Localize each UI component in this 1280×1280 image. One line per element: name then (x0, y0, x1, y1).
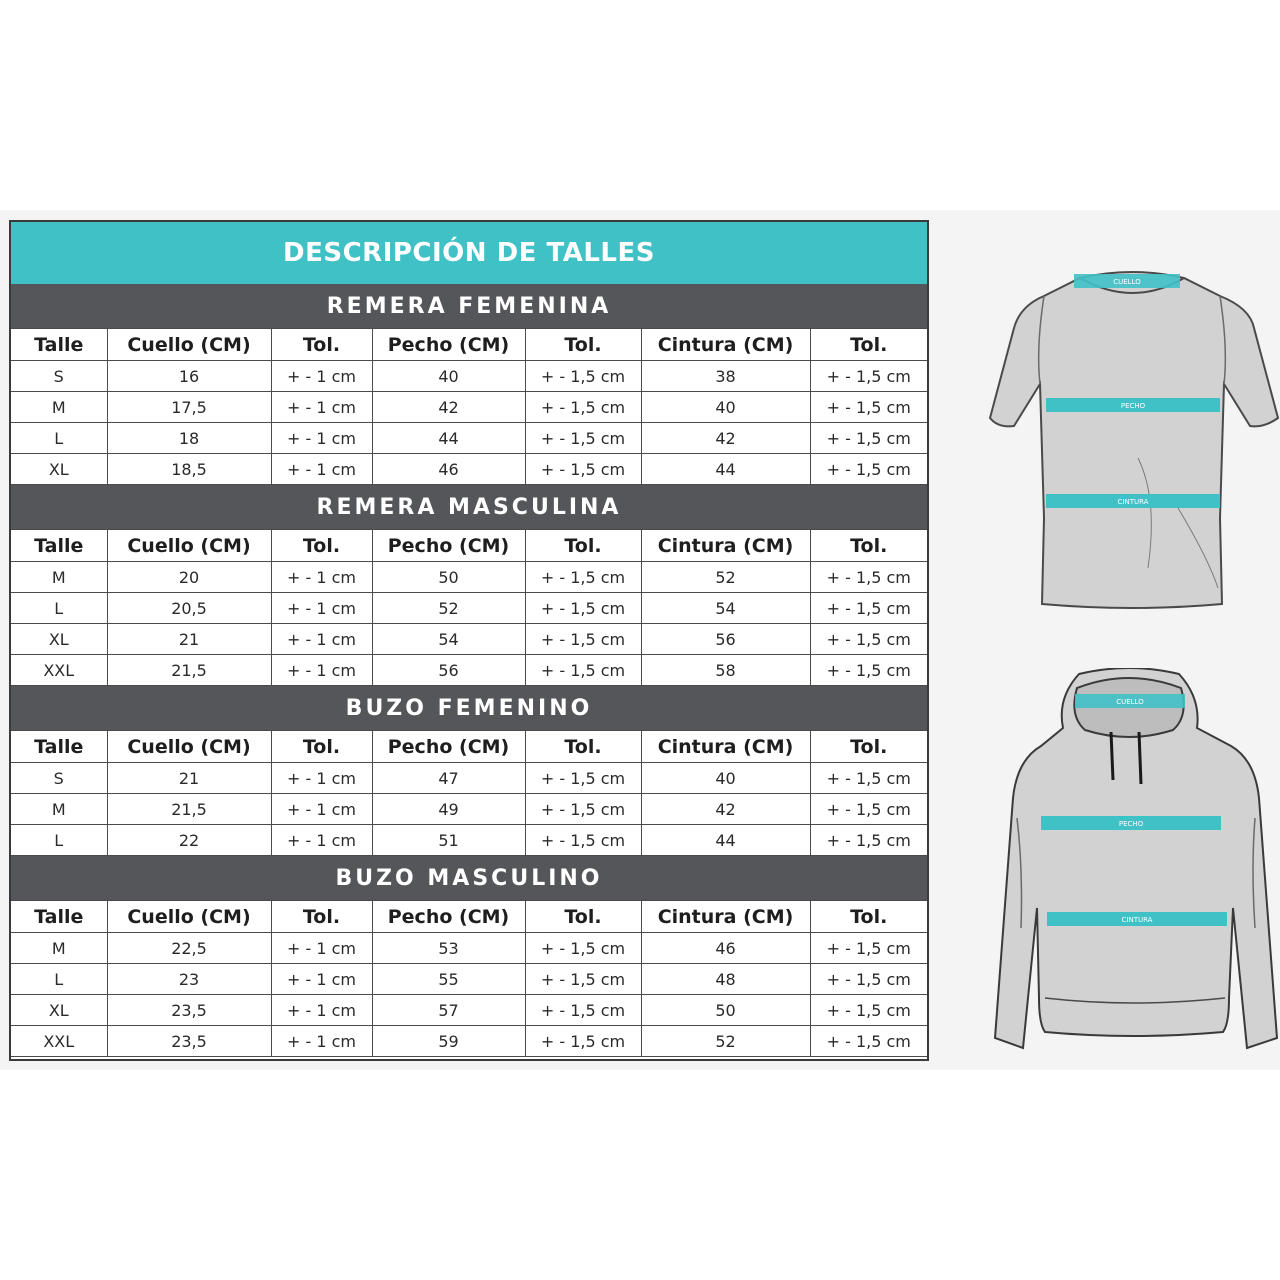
table-cell: XL (11, 624, 107, 655)
table-cell: + - 1,5 cm (525, 825, 641, 856)
size-table (11, 328, 927, 485)
hoodie-cintura-label: CINTURA (1121, 916, 1153, 924)
column-header: Tol. (810, 530, 927, 562)
column-header: Cuello (CM) (107, 530, 271, 562)
table-cell: M (11, 794, 107, 825)
table-cell: 46 (372, 454, 525, 485)
table-row (11, 392, 927, 423)
table-row (11, 763, 927, 794)
table-cell: 52 (372, 593, 525, 624)
table-cell: + - 1,5 cm (525, 423, 641, 454)
table-cell: + - 1,5 cm (810, 964, 927, 995)
table-cell: + - 1,5 cm (810, 794, 927, 825)
table-row (11, 933, 927, 964)
table-cell: 23,5 (107, 995, 271, 1026)
table-cell: 40 (641, 392, 810, 423)
size-table (11, 730, 927, 856)
tshirt-diagram (988, 268, 1280, 614)
table-row (11, 655, 927, 686)
table-cell: + - 1,5 cm (810, 825, 927, 856)
table-cell: 51 (372, 825, 525, 856)
table-cell: S (11, 361, 107, 392)
table-cell: + - 1,5 cm (810, 423, 927, 454)
table-row (11, 995, 927, 1026)
chart-title: DESCRIPCIÓN DE TALLES (11, 222, 927, 284)
size-table (11, 900, 927, 1057)
column-header: Cuello (CM) (107, 901, 271, 933)
table-cell: + - 1 cm (271, 794, 372, 825)
table-cell: 23,5 (107, 1026, 271, 1057)
table-cell: XXL (11, 1026, 107, 1057)
column-header: Tol. (271, 329, 372, 361)
table-header-row (11, 530, 927, 562)
column-header: Tol. (810, 731, 927, 763)
table-cell: + - 1,5 cm (810, 995, 927, 1026)
column-header: Pecho (CM) (372, 329, 525, 361)
table-cell: 59 (372, 1026, 525, 1057)
table-cell: + - 1,5 cm (525, 392, 641, 423)
column-header: Cintura (CM) (641, 329, 810, 361)
table-cell: + - 1,5 cm (810, 1026, 927, 1057)
table-cell: + - 1,5 cm (810, 655, 927, 686)
table-cell: 44 (641, 454, 810, 485)
table-cell: 42 (641, 794, 810, 825)
table-cell: + - 1,5 cm (525, 763, 641, 794)
table-cell: 48 (641, 964, 810, 995)
table-cell: 47 (372, 763, 525, 794)
table-cell: 40 (372, 361, 525, 392)
table-cell: L (11, 423, 107, 454)
table-row (11, 794, 927, 825)
table-row (11, 593, 927, 624)
table-cell: + - 1,5 cm (810, 454, 927, 485)
table-cell: M (11, 392, 107, 423)
table-cell: + - 1,5 cm (810, 763, 927, 794)
table-cell: + - 1,5 cm (810, 593, 927, 624)
table-cell: 53 (372, 933, 525, 964)
table-cell: M (11, 562, 107, 593)
table-cell: + - 1,5 cm (525, 454, 641, 485)
hoodie-cuello-label: CUELLO (1116, 698, 1144, 706)
table-row (11, 562, 927, 593)
table-cell: + - 1,5 cm (810, 392, 927, 423)
table-cell: 44 (641, 825, 810, 856)
table-row (11, 624, 927, 655)
table-cell: L (11, 593, 107, 624)
table-cell: + - 1,5 cm (810, 562, 927, 593)
table-cell: 23 (107, 964, 271, 995)
table-cell: + - 1 cm (271, 624, 372, 655)
table-cell: M (11, 933, 107, 964)
table-cell: + - 1 cm (271, 392, 372, 423)
table-cell: 17,5 (107, 392, 271, 423)
table-cell: S (11, 763, 107, 794)
table-cell: + - 1 cm (271, 593, 372, 624)
table-cell: L (11, 964, 107, 995)
table-cell: 21 (107, 763, 271, 794)
section-title: REMERA MASCULINA (11, 485, 927, 529)
column-header: Tol. (525, 901, 641, 933)
table-cell: + - 1,5 cm (525, 794, 641, 825)
table-cell: 42 (372, 392, 525, 423)
table-cell: XXL (11, 655, 107, 686)
table-row (11, 825, 927, 856)
table-cell: 56 (372, 655, 525, 686)
table-cell: XL (11, 995, 107, 1026)
section-title: BUZO MASCULINO (11, 856, 927, 900)
table-cell: + - 1 cm (271, 763, 372, 794)
column-header: Talle (11, 731, 107, 763)
table-cell: + - 1,5 cm (525, 562, 641, 593)
section-title: REMERA FEMENINA (11, 284, 927, 328)
table-cell: + - 1 cm (271, 964, 372, 995)
column-header: Pecho (CM) (372, 901, 525, 933)
column-header: Talle (11, 901, 107, 933)
column-header: Talle (11, 329, 107, 361)
table-cell: 22,5 (107, 933, 271, 964)
table-row (11, 1026, 927, 1057)
table-cell: + - 1 cm (271, 655, 372, 686)
size-sections (11, 284, 927, 1057)
table-header-row (11, 329, 927, 361)
tshirt-cintura-label: CINTURA (1117, 498, 1149, 506)
table-cell: + - 1 cm (271, 423, 372, 454)
table-row (11, 423, 927, 454)
column-header: Tol. (271, 901, 372, 933)
table-cell: 52 (641, 1026, 810, 1057)
table-cell: + - 1 cm (271, 454, 372, 485)
column-header: Cintura (CM) (641, 731, 810, 763)
table-cell: 49 (372, 794, 525, 825)
table-cell: + - 1 cm (271, 933, 372, 964)
table-header-row (11, 731, 927, 763)
column-header: Talle (11, 530, 107, 562)
column-header: Cintura (CM) (641, 901, 810, 933)
column-header: Tol. (525, 329, 641, 361)
column-header: Tol. (810, 901, 927, 933)
section-title: BUZO FEMENINO (11, 686, 927, 730)
table-cell: + - 1,5 cm (810, 624, 927, 655)
size-chart (9, 220, 929, 1061)
size-table (11, 529, 927, 686)
table-cell: 57 (372, 995, 525, 1026)
column-header: Cuello (CM) (107, 329, 271, 361)
table-cell: + - 1,5 cm (525, 593, 641, 624)
tshirt-cuello-label: CUELLO (1113, 278, 1141, 286)
tshirt-pecho-label: PECHO (1120, 402, 1146, 410)
table-cell: XL (11, 454, 107, 485)
table-cell: + - 1,5 cm (525, 655, 641, 686)
column-header: Tol. (271, 530, 372, 562)
table-cell: 46 (641, 933, 810, 964)
hoodie-diagram (993, 668, 1280, 1060)
table-cell: 44 (372, 423, 525, 454)
table-cell: 16 (107, 361, 271, 392)
table-cell: 54 (372, 624, 525, 655)
column-header: Tol. (525, 731, 641, 763)
column-header: Pecho (CM) (372, 731, 525, 763)
table-cell: + - 1 cm (271, 825, 372, 856)
table-cell: 21 (107, 624, 271, 655)
table-cell: 22 (107, 825, 271, 856)
table-cell: + - 1,5 cm (525, 995, 641, 1026)
table-cell: + - 1 cm (271, 1026, 372, 1057)
column-header: Cintura (CM) (641, 530, 810, 562)
table-cell: 18 (107, 423, 271, 454)
table-cell: 42 (641, 423, 810, 454)
table-cell: 38 (641, 361, 810, 392)
column-header: Cuello (CM) (107, 731, 271, 763)
table-cell: + - 1,5 cm (525, 624, 641, 655)
table-cell: 54 (641, 593, 810, 624)
table-cell: 50 (641, 995, 810, 1026)
column-header: Pecho (CM) (372, 530, 525, 562)
table-cell: + - 1 cm (271, 995, 372, 1026)
table-cell: 18,5 (107, 454, 271, 485)
table-row (11, 361, 927, 392)
table-header-row (11, 901, 927, 933)
column-header: Tol. (271, 731, 372, 763)
hoodie-pecho-label: PECHO (1118, 820, 1144, 828)
table-cell: L (11, 825, 107, 856)
table-cell: 20 (107, 562, 271, 593)
table-cell: + - 1,5 cm (810, 933, 927, 964)
table-cell: + - 1,5 cm (525, 964, 641, 995)
table-cell: + - 1,5 cm (525, 361, 641, 392)
table-cell: + - 1,5 cm (525, 933, 641, 964)
column-header: Tol. (810, 329, 927, 361)
table-row (11, 964, 927, 995)
table-cell: 56 (641, 624, 810, 655)
table-cell: 21,5 (107, 794, 271, 825)
table-cell: 21,5 (107, 655, 271, 686)
table-cell: 55 (372, 964, 525, 995)
table-cell: 40 (641, 763, 810, 794)
table-cell: 52 (641, 562, 810, 593)
table-cell: + - 1 cm (271, 361, 372, 392)
table-cell: + - 1,5 cm (810, 361, 927, 392)
tshirt-body (990, 272, 1278, 608)
table-row (11, 454, 927, 485)
table-cell: 20,5 (107, 593, 271, 624)
table-cell: 50 (372, 562, 525, 593)
table-cell: 58 (641, 655, 810, 686)
table-cell: + - 1 cm (271, 562, 372, 593)
table-cell: + - 1,5 cm (525, 1026, 641, 1057)
column-header: Tol. (525, 530, 641, 562)
